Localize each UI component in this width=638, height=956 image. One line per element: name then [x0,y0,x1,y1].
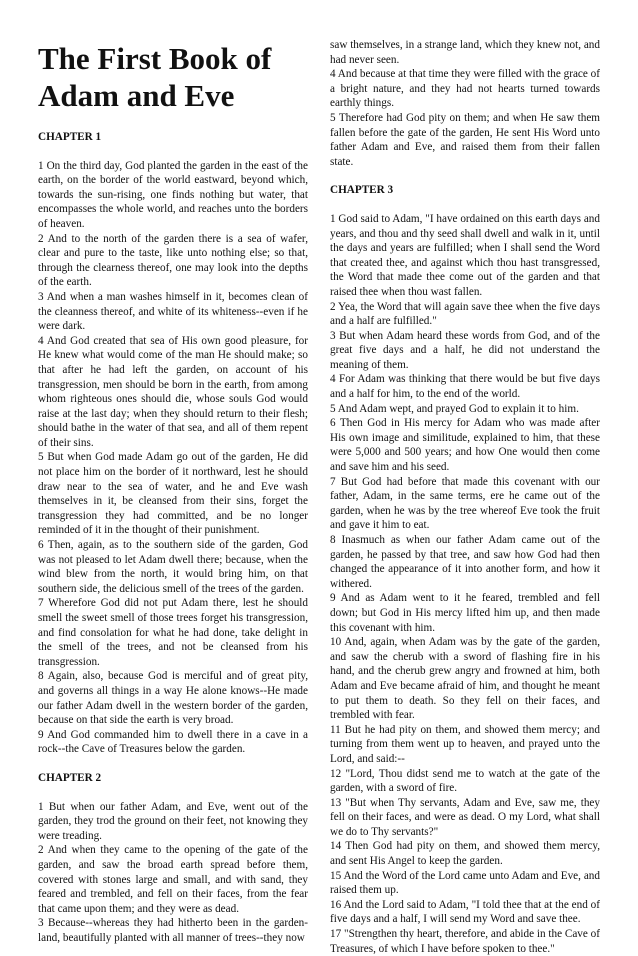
paragraph: 3 And when a man washes himself in it, becomes clean of the cleanness thereof, and white of its whiteness--even if he were dark. [38,290,308,333]
paragraph: 3 But when Adam heard these words from God, and of the great five days and a half, he did not understand the meaning of them. [330,329,600,371]
paragraph: 15 And the Word of the Lord came unto Adam and Eve, and raised them up. [330,869,600,897]
paragraph: 4 And because at that time they were filled with the grace of a bright nature, and they had not hearts turned towards earthly things. [330,68,600,110]
paragraph: 9 And as Adam went to it he feared, trembled and fell down; but God in His mercy lifted him up, and then made this covenant with him. [330,592,600,634]
paragraph: 14 Then God had pity on them, and showed them mercy, and sent His Angel to keep the garden. [330,840,600,868]
paragraph: 9 And God commanded him to dwell there in a cave in a rock--the Cave of Treasures below the garden. [38,728,308,756]
paragraph: 16 And the Lord said to Adam, "I told thee that at the end of five days and a half, I will send my Word and save thee. [330,898,600,926]
right-column [330,38,600,956]
paragraph: 6 Then God in His mercy for Adam who was made after His own image and similitude, explained to him, that these were 5,000 and 500 years; and how One would then come and save him and his seed. [330,417,600,474]
paragraph: 8 Inasmuch as when our father Adam came out of the garden, he passed by that tree, and saw how God had then changed the appearance of it into another form, and how it withered. [330,534,600,590]
paragraph: 6 Then, again, as to the southern side of the garden, God was not pleased to let Adam dwell there; because, when the wind blew from the north, it would bring him, on that southern side, the delicious smell of the trees of the garden. [38,539,308,595]
paragraph: 1 God said to Adam, "I have ordained on this earth days and years, and thou and thy seed shall dwell and walk in it, until the days and years are fulfilled; when I shall send the Word that created thee, and against which thou hast transgressed, the Word that made thee come out of the garden and that raised thee when thou wast fallen. [330,212,600,298]
chapter-3-heading: CHAPTER 3 [330,184,394,197]
chapter-2-heading: CHAPTER 2 [38,771,102,784]
paragraph: 1 But when our father Adam, and Eve, went out of the garden, they trod the ground on their feet, not knowing they were treading. [38,800,308,842]
chapter-1-heading: CHAPTER 1 [38,131,102,143]
document-title: The First Book of Adam and Eve [38,41,272,113]
paragraph: 17 "Strengthen thy heart, therefore, and abide in the Cave of Treasures, of which I have before spoken to thee." [330,928,600,955]
paragraph: saw themselves, in a strange land, which they knew not, and had never seen. [330,39,600,66]
paragraph: 5 Therefore had God pity on them; and when He saw them fallen before the gate of the garden, He sent His Word unto father Adam and Eve, and raised them from their fallen state. [330,111,600,168]
paragraph: 2 And when they came to the opening of the gate of the garden, and saw the broad earth spread before them, covered with stones large and small, and with sand, they feared and trembled, and fell on their faces, from the fear that came upon them; and they were as dead. [38,844,308,915]
paragraph: 4 And God created that sea of His own good pleasure, for He knew what would come of the man He should make; so that after he had left the garden, on account of his transgression, men should be born in the earth, from among whom righteous ones should die, whose souls God would raise at the last day; when they should return to their flesh; should bathe in the water of that sea, and all of them repent of their sins. [38,334,308,449]
paragraph: 10 And, again, when Adam was by the gate of the garden, and saw the cherub with a sword of flashing fire in his hand, and the cherub grew angry and frowned at him, both Adam and Eve became afraid of him, and thought he meant to put them to death. So they fell on their faces, and trembled with fear. [330,636,600,722]
paragraph: 7 Wherefore God did not put Adam there, lest he should smell the sweet smell of those trees forget his transgression, and find consolation for what he had done, take delight in the smell of the trees, and not be cleansed from his transgression. [38,597,308,668]
paragraph: 12 "Lord, Thou didst send me to watch at the gate of the garden, with a sword of fire. [330,767,600,795]
paragraph: 11 But he had pity on them, and showed them mercy; and turning from them went up to heaven, and prayed unto the Lord, and said:-- [330,723,600,765]
paragraph: 5 But when God made Adam go out of the garden, He did not place him on the border of it northward, lest he should draw near to the sea of water, and he and Eve wash themselves in it, be cleansed from their sins, forget the transgression they had committed, and be no longer reminded of it in the thought of their punishment. [38,451,308,537]
paragraph: 1 On the third day, God planted the garden in the east of the earth, on the border of the world eastward, beyond which, towards the sun-rising, one finds nothing but water, that encompasses the whole world, and reaches unto the borders of heaven. [38,159,308,230]
paragraph: 2 And to the north of the garden there is a sea of wafer, clear and pure to the taste, like unto nothing else; so that, through the clearness thereof, one may look into the depths of the earth. [38,232,308,289]
paragraph: 13 "But when Thy servants, Adam and Eve, saw me, they fell on their faces, and were as dead. O my Lord, what shall we do to Thy servants?" [330,796,600,838]
paragraph: 8 Again, also, because God is merciful and of great pity, and governs all things in a way He alone knows--He made our father Adam dwell in the western border of the garden, because on that side the earth is very broad. [38,670,308,727]
paragraph: 2 Yea, the Word that will again save thee when the five days and a half are fulfilled." [330,300,600,328]
paragraph: 5 And Adam wept, and prayed God to explain it to him. [330,402,579,415]
left-column [38,40,308,945]
paragraph: 7 But God had before that made this covenant with our father, Adam, in the same terms, ere he came out of the garden, when he was by the tree whereof Eve took the fruit and gave it him to eat. [330,475,600,532]
paragraph: 3 Because--whereas they had hitherto been in the garden-land, beautifully planted with all manner of trees--they now [38,917,308,944]
paragraph: 4 For Adam was thinking that there would be but five days and a half for him, to the end of the world. [330,373,600,401]
